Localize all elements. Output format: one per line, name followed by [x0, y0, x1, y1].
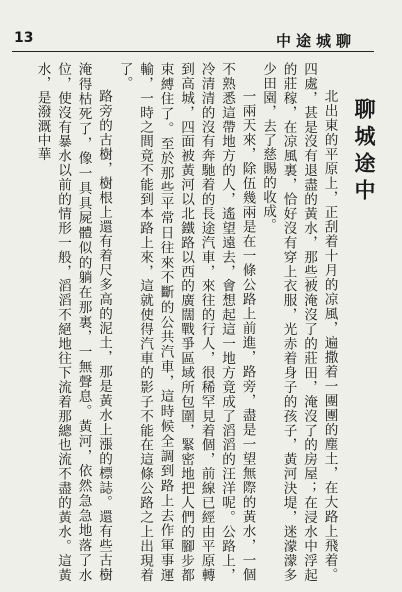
page-number: 13 — [14, 30, 34, 46]
article-title: 聊城途中 — [352, 98, 377, 206]
running-head: 中途城聊 — [275, 32, 356, 50]
paragraph-2: 一兩天來，除伍幾兩是在一條公路上前進，路旁，盡是一望無際的黃水，一個不熟悉這帶地方的人，遙望遠去，會想起這一地方竟成了滔滔的汪洋呢。公路上，冷清清的沒有奔馳着的長途汽車，來往的行人，很稀罕見着個，前線已經由平原轉到高城，四面被黃河以北鐵路以西的廣闊戰爭區域所包圍，緊密地把人們的腳步都束縛住了。至於那些平常日往來不斷的公共汽車，這時候全調到路上去作軍事運輸，一時之間竟不能到本路上來，這就使得汽車的影子不能在這條公路之上出現着了。 — [116, 62, 256, 582]
paragraph-3: 路旁的古樹，樹根上還有着尺多高的泥土，那是黃水上漲的標誌。還有些古樹淹得枯死了，像一具具屍體似的躺在那裏，一無聲息。黃河，依然急急地落了水位，使沒有暴水以前的情形一般，滔滔不絕地往下流着那總也流不盡的黃水。這黃水，是潑溉中華 — [34, 62, 112, 582]
vertical-text-block — [12, 62, 377, 582]
paragraph-1: 北出東的平原上，正刮着十月的凉風，遍撒着一團團的塵土，在大路上飛着。四處，甚是沒有退盡的黃水，那些被淹沒了的莊田，淹沒了的房屋；在浸水中浮起的莊稼，在凉風裏，恰好沒有穿上衣服，光赤着身子的孩子，黃河決堤，迷濛濛多少田園，去了慈賜的收成。 — [260, 62, 338, 582]
header-rule — [12, 51, 374, 52]
